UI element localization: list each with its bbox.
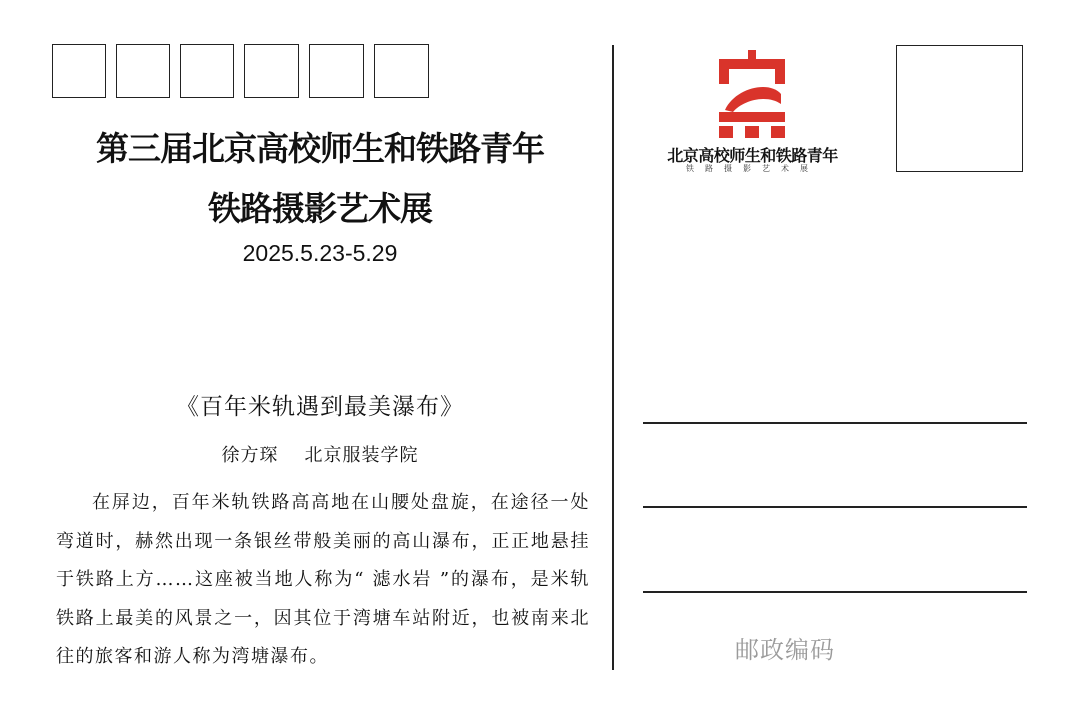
postal-code-boxes [52, 44, 429, 98]
exhibition-title-line-2: 铁路摄影艺术展 [208, 189, 432, 228]
postal-code-box [309, 44, 364, 98]
author-name: 徐方琛 [221, 445, 279, 466]
postal-code-box [180, 44, 234, 98]
postal-code-box [244, 44, 299, 98]
postal-code-box [116, 44, 170, 98]
photo-title: 《百年米轨遇到最美瀑布》 [176, 394, 464, 420]
postal-code-box [374, 44, 429, 98]
logo-subtitle: 铁路摄影艺术展 [686, 164, 819, 173]
exhibition-dates: 2025.5.23-5.29 [242, 240, 398, 266]
postal-code-box [52, 44, 106, 98]
author-school: 北京服装学院 [304, 445, 419, 466]
exhibition-logo [650, 50, 855, 175]
address-line [643, 506, 1027, 508]
address-line [643, 591, 1027, 593]
exhibition-title-line-1: 第三届北京高校师生和铁路青年 [96, 129, 544, 168]
center-divider [612, 45, 614, 670]
postal-code-label: 邮政编码 [735, 636, 835, 664]
author-line [30, 441, 610, 467]
stamp-box [896, 45, 1023, 172]
photo-description: 在屏边，百年米轨铁路高高地在山腰处盘旋，在途径一处弯道时，赫然出现一条银丝带般美丽的高山瀑布，正正地悬挂于铁路上方……这座被当地人称为“ 滤水岩 ”的瀑布，是米轨铁路上最美的风景之一，因其位于湾塘车站附近，也被南来北往的旅客和游人称为湾塘瀑布。 [56, 492, 590, 667]
logo-name: 北京高校师生和铁路青年 [667, 146, 838, 165]
railway-logo-icon [715, 50, 789, 140]
address-line [643, 422, 1027, 424]
